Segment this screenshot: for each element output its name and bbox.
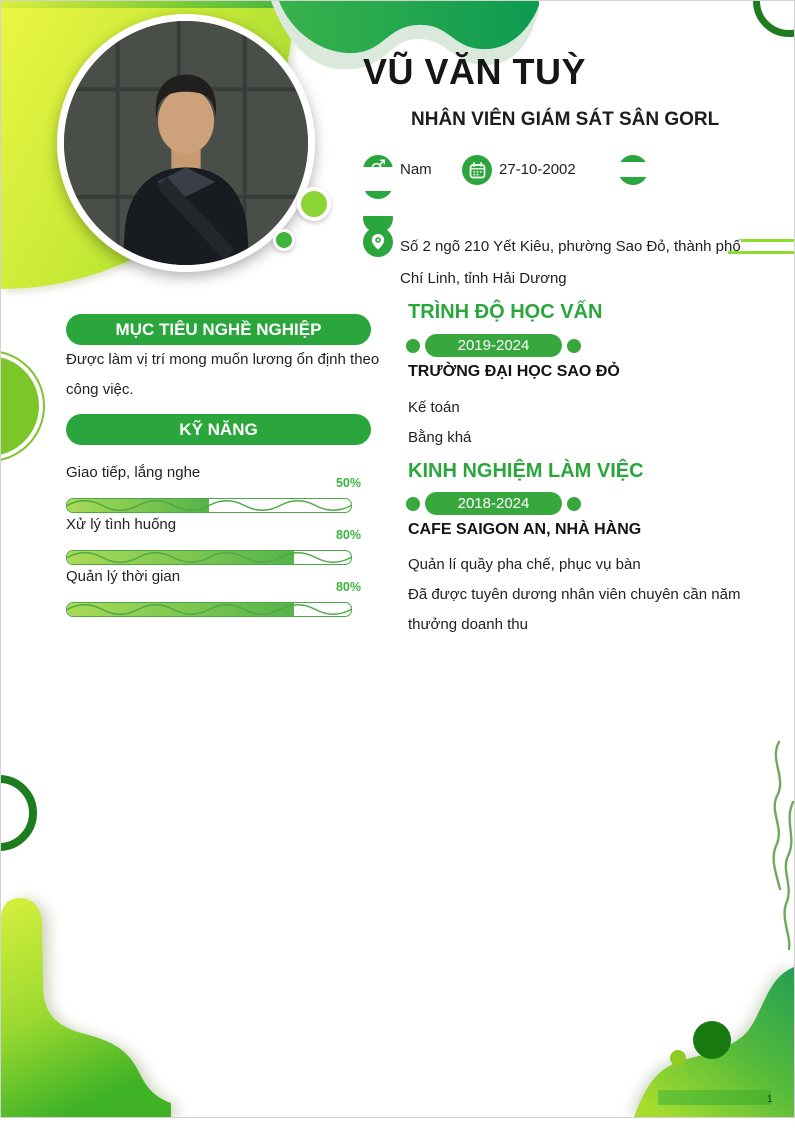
skill-label: Giao tiếp, lắng nghe	[66, 464, 201, 481]
objective-section-header: MỤC TIÊU NGHỀ NGHIỆP	[66, 314, 371, 345]
skill-bar	[66, 602, 352, 617]
bottom-right-bar	[658, 1090, 771, 1105]
objective-text: Được làm vị trí mong muốn lương ổn định theo công việc.	[66, 351, 380, 398]
skill-label: Xử lý tình huống	[66, 516, 177, 533]
job-title: NHÂN VIÊN GIÁM SÁT SÂN GORL	[411, 109, 720, 130]
wavy-lines-decoration	[737, 734, 795, 951]
timeline-dot	[406, 497, 420, 511]
photo-accent-dot-large	[297, 187, 331, 221]
education-major: Kế toán	[408, 399, 460, 416]
bottom-right-dark-circle	[693, 1021, 731, 1059]
birthday-value: 27-10-2002	[499, 161, 576, 178]
bottom-left-blob	[1, 897, 171, 1117]
experience-duty: Đã được tuyên dương nhân viên chuyên cần năm thưởng doanh thu	[408, 586, 741, 633]
experience-duty: Quản lí quầy pha chế, phục vụ bàn	[408, 556, 641, 573]
education-section-header: TRÌNH ĐỘ HỌC VẤN	[408, 301, 603, 323]
bottom-right-small-circle	[670, 1050, 686, 1066]
skill-bar-wave	[67, 499, 351, 512]
skill-percent: 80%	[335, 580, 361, 594]
timeline-dot	[567, 497, 581, 511]
person-name: VŨ VĂN TUỲ	[363, 51, 587, 92]
skill-percent: 50%	[335, 476, 361, 490]
photo-accent-dot-small	[273, 229, 295, 251]
education-school: TRƯỜNG ĐẠI HỌC SAO ĐỎ	[408, 363, 620, 380]
top-right-ring	[753, 0, 795, 37]
page-marker: 1	[767, 1094, 773, 1105]
location-icon	[363, 227, 393, 257]
timeline-dot	[406, 339, 420, 353]
skill-bar-wave	[67, 603, 351, 616]
gender-value: Nam	[400, 161, 432, 178]
calendar-icon	[462, 155, 492, 185]
email-icon-partial	[363, 169, 393, 199]
experience-period-badge: 2018-2024	[425, 492, 562, 515]
skill-bar	[66, 550, 352, 565]
skill-percent: 80%	[335, 528, 361, 542]
skills-section-header: KỸ NĂNG	[66, 414, 371, 445]
phone-icon-partial	[618, 155, 648, 185]
experience-section-header: KINH NGHIỆM LÀM VIỆC	[408, 460, 644, 482]
portrait-placeholder	[64, 21, 308, 265]
education-degree: Bằng khá	[408, 429, 472, 446]
left-dark-ring	[0, 775, 37, 851]
experience-company: CAFE SAIGON AN, NHÀ HÀNG	[408, 521, 642, 538]
timeline-dot	[567, 339, 581, 353]
education-period-badge: 2019-2024	[425, 334, 562, 357]
skill-bar-wave	[67, 551, 351, 564]
skill-bar	[66, 498, 352, 513]
address-value: Số 2 ngõ 210 Yết Kiêu, phường Sao Đỏ, thành phố Chí Linh, tỉnh Hải Dương	[400, 238, 741, 287]
skill-label: Quản lý thời gian	[66, 568, 181, 585]
